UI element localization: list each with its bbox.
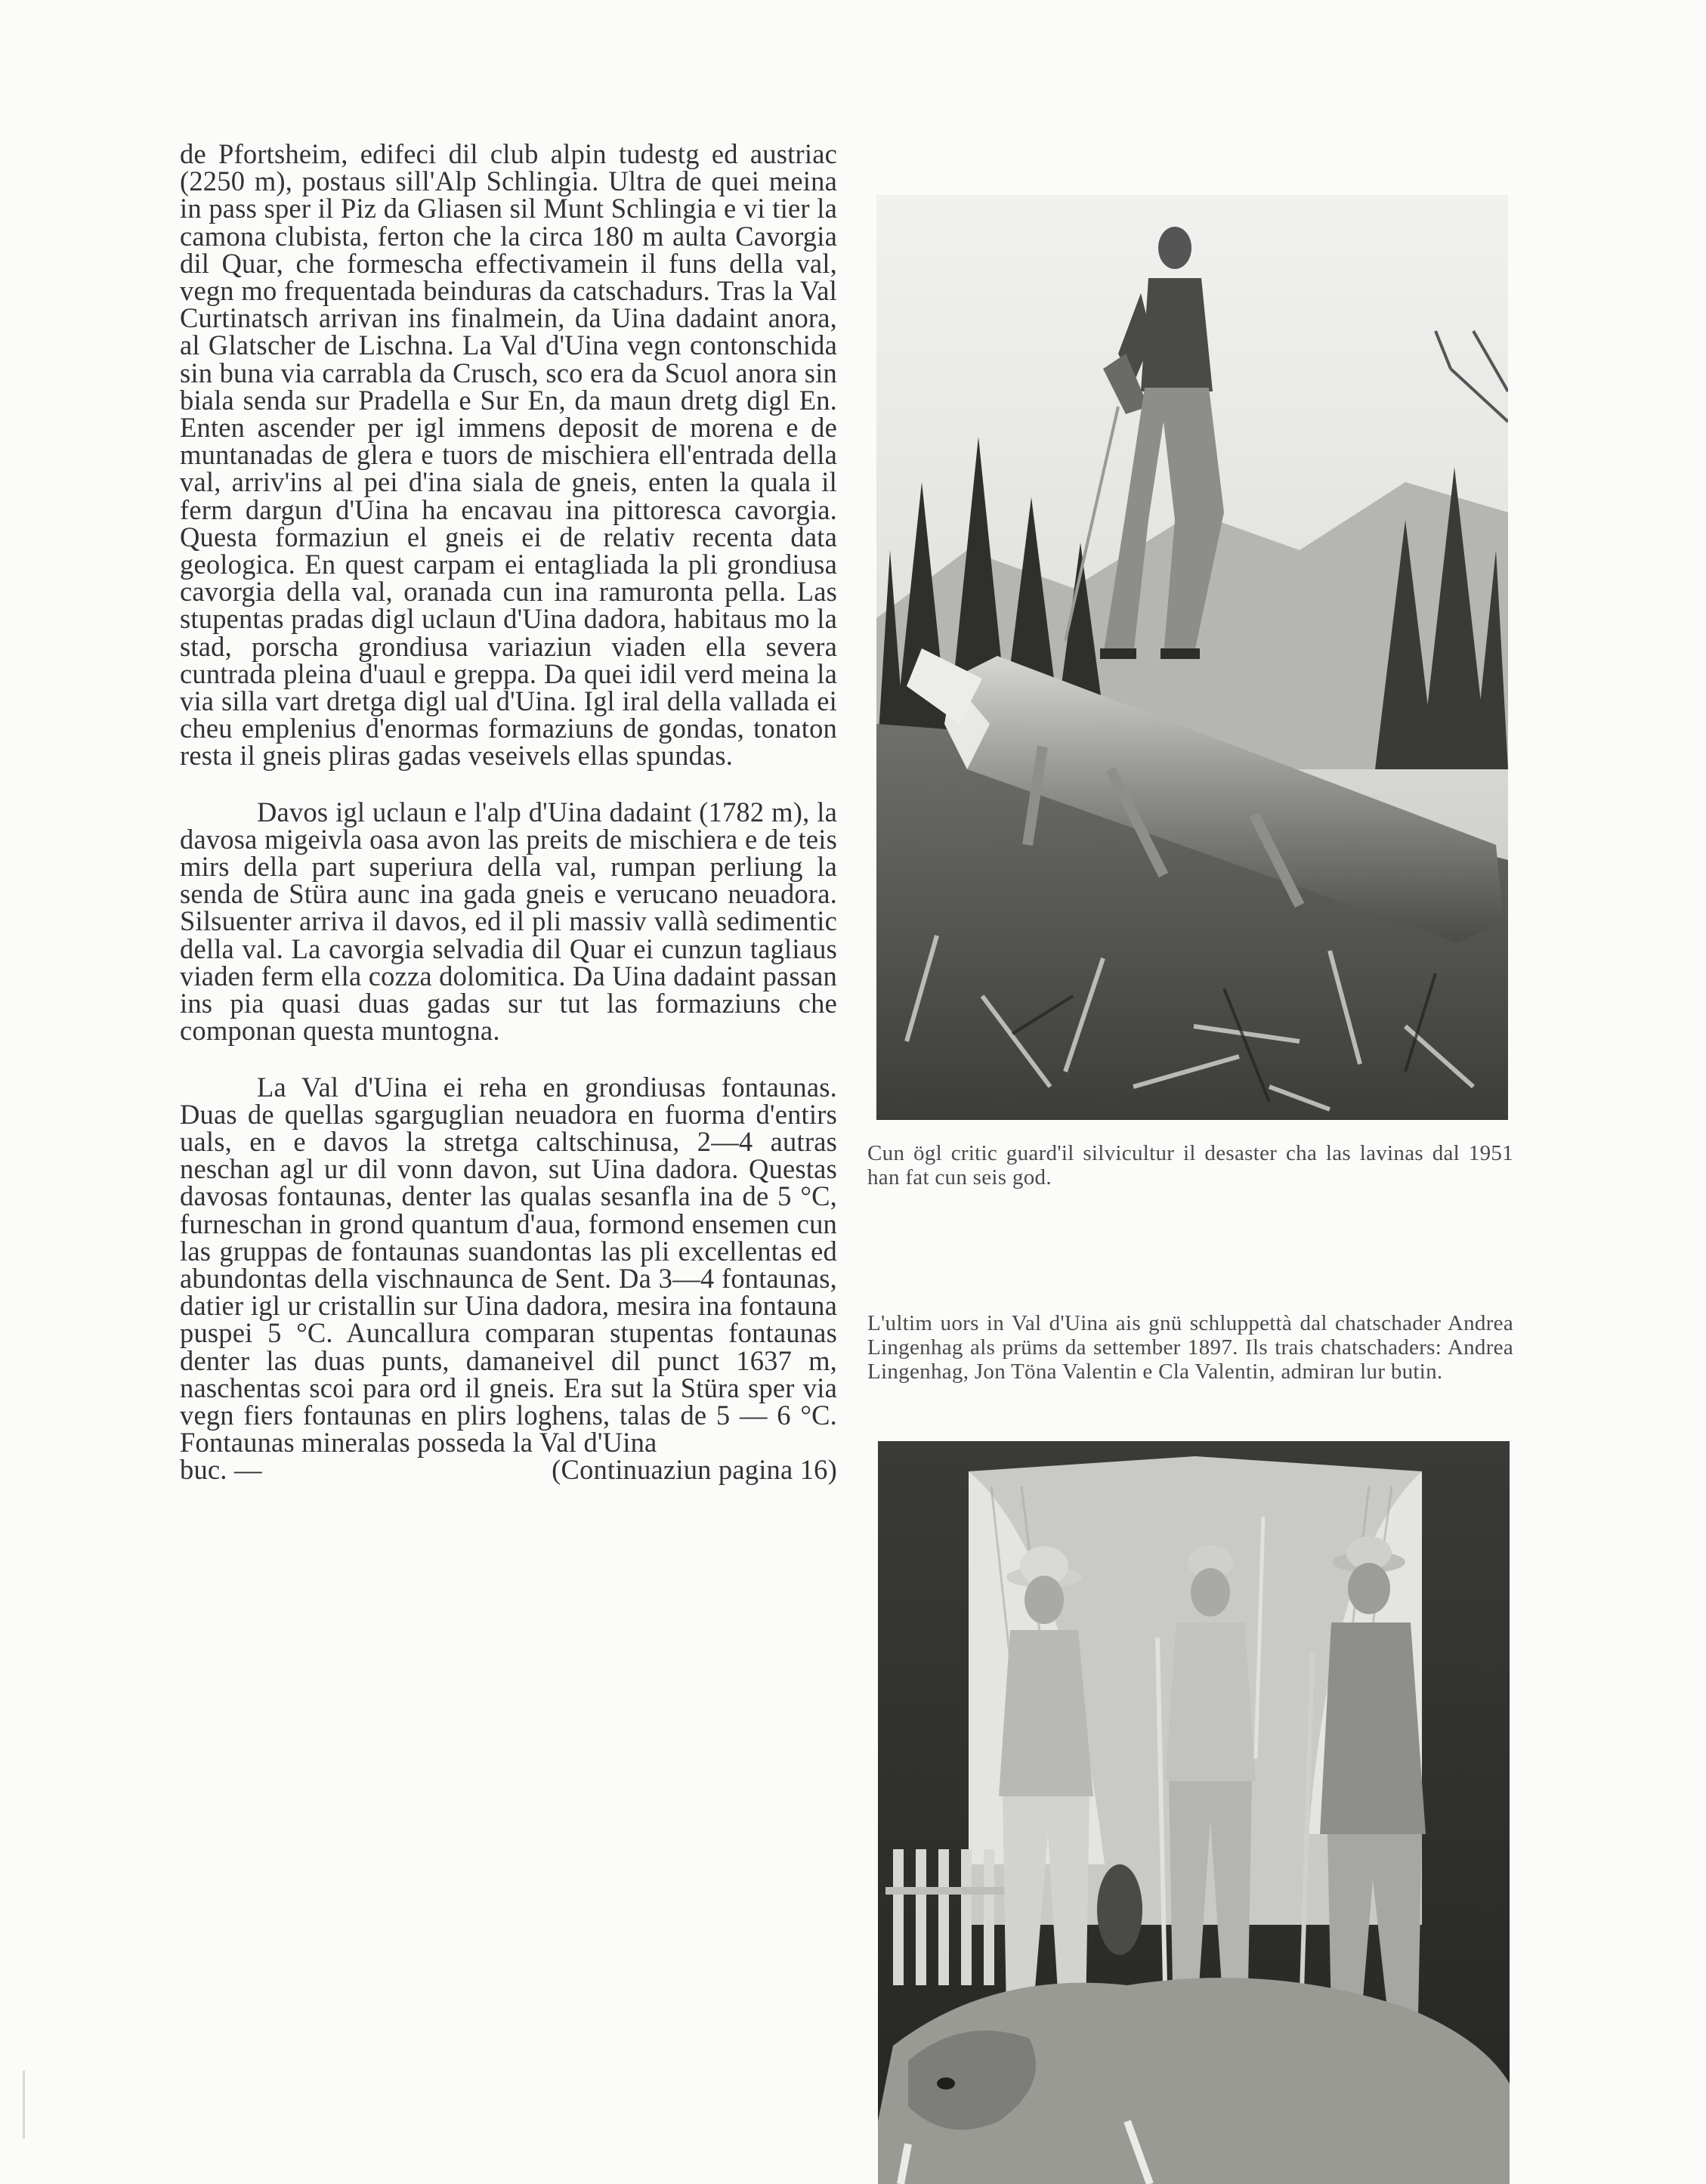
- photo-hunters-with-bear: [878, 1441, 1510, 2184]
- photo-caption-1: Cun ögl critic guard'il silvicultur il desaster cha las lavinas dal 1951 han fat cun seis god.: [867, 1141, 1513, 1189]
- paragraph-1: de Pfortsheim, edifeci dil club alpin tudestg ed austriac (2250 m), postaus sill'Alp Schlingia. Ultra de quei meina in pass sper il Piz da Gliasen sil Munt Schlingia e vi tier la camona clubista, ferton che la circa 180 m aulta Cavorgia dil Quar, che formescha effectivamein il funs della val, vegn mo frequentada beinduras da catschadurs. Tras la Val Curtinatsch arrivan ins finalmein, da Uina dadaint anora, al Glatscher de Lischna. La Val d'Uina vegn contonschida sin buna via carrabla da Crusch, sco era da Scuol anora sin biala senda sur Pradella e Sur En, da maun dretg digl En. Enten ascender per igl immens deposit de morena e de muntanadas de glera e tuors de mischiera ell'entrada della val, arriv'ins al pei d'ina siala de gneis, enten la quala il ferm dargun d'Uina ha encavau ina pittoresca cavorgia. Questa formaziun el gneis ei de relativ recenta data geologica. En quest carpam ei entagliada la pli grondiusa cavorgia della val, oranada cun ina ramuronta pella. Las stupentas pradas digl uclaun d'Uina dadora, habitaus mo la stad, porscha grondiusa variaziun viaden ella severa cuntrada pleina d'uaul e greppa. Da quei idil verd meina la via silla vart dretga digl ual d'Uina. Igl iral della vallada ei cheu emplenius d'enormas formaziuns de gondas, tonaton resta il gneis pliras gadas veseivels ellas spundas.: [180, 138, 837, 772]
- paragraph-2: Davos igl uclaun e l'alp d'Uina dadaint (1782 m), la davosa migeivla oasa avon las preits de mischiera e de teis mirs della part superiura della val, rumpan perliung la senda de Stüra aunc ina gada gneis e verucano neuadora. Silsuenter arriva il davos, ed il pli massiv vallà sedimentic della val. La cavorgia selvadia dil Quar ei cunzun tagliaus viaden ferm ella cozza dolomitica. Da Uina dadaint passan ins pia quasi duas gadas sur tut las formaziuns che componan questa muntogna.: [180, 796, 837, 1047]
- photo-forester-on-log: [876, 195, 1508, 1120]
- photo-caption-2: L'ultim uors in Val d'Uina ais gnü schluppettà dal chatschader Andrea Lingenhag als prüms da settember 1897. Ils trais chatschaders: Andrea Lingenhag, Jon Töna Valentin e Cla Valentin, admiran lur butin.: [867, 1311, 1513, 1384]
- margin-line: [23, 2071, 25, 2139]
- continuation-note: (Continuaziun pagina 16): [552, 1454, 837, 1486]
- paragraph-3: La Val d'Uina ei reha en grondiusas fontaunas. Duas de quellas sgarguglian neuadora en fuorma d'entirs uals, en e davos la stretga caltschinusa, 2—4 autras neschan agl ur dil vonn davon, sut Uina dadora. Questas davosas fontaunas, denter las qualas sesanfla ina de 5 °C, furneschan in grond quantum d'aua, formond ensemen cun las gruppas de fontaunas suandontas las pli excellentas ed abundontas della vischnaunca de Sent. Da 3—4 fontaunas, datier igl ur cristallin sur Uina dadora, mesira ina fontauna puspei 5 °C. Auncallura comparan stupentas fontaunas denter las duas punts, damaneivel dil punct 1637 m, naschentas scoi para ord il gneis. Era sut la Stüra sper via vegn fiers fontaunas en plirs loghens, talas de 5 — 6 °C. Fontaunas mineralas posseda la Val d'Uina: [180, 1071, 837, 1459]
- main-text-column: [180, 138, 837, 1486]
- continuation-line: [180, 1454, 837, 1486]
- last-line-text: buc. —: [180, 1454, 262, 1486]
